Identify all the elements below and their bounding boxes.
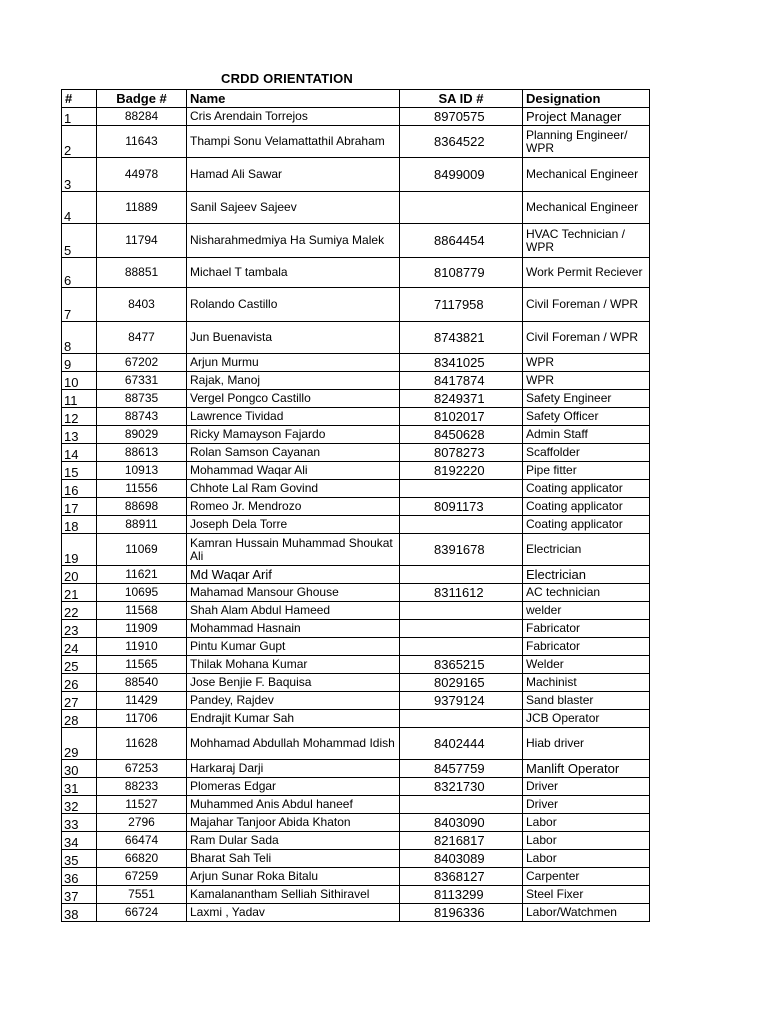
table-row	[62, 620, 650, 638]
employee-name: Mohhamad Abdullah Mohammad Idish	[187, 728, 400, 760]
badge-number: 11706	[97, 710, 187, 728]
table-row	[62, 462, 650, 480]
sa-id	[400, 638, 523, 656]
table-row	[62, 814, 650, 832]
sa-id	[400, 566, 523, 584]
table-row	[62, 288, 650, 322]
table-row	[62, 638, 650, 656]
designation: Safety Engineer	[523, 390, 650, 408]
table-row	[62, 760, 650, 778]
table-row	[62, 656, 650, 674]
sa-id: 7117958	[400, 288, 523, 322]
badge-number: 66724	[97, 904, 187, 922]
row-number: 14	[62, 444, 97, 462]
row-number: 19	[62, 534, 97, 566]
sa-id: 8078273	[400, 444, 523, 462]
badge-number: 11568	[97, 602, 187, 620]
sa-id	[400, 710, 523, 728]
row-number: 4	[62, 192, 97, 224]
sa-id	[400, 192, 523, 224]
designation: Planning Engineer/ WPR	[523, 126, 650, 158]
badge-number: 11565	[97, 656, 187, 674]
badge-number: 8477	[97, 322, 187, 354]
designation: Carpenter	[523, 868, 650, 886]
row-number: 25	[62, 656, 97, 674]
orientation-table	[61, 89, 650, 922]
badge-number: 67259	[97, 868, 187, 886]
employee-name: Rolando Castillo	[187, 288, 400, 322]
designation: Civil Foreman / WPR	[523, 322, 650, 354]
designation: WPR	[523, 372, 650, 390]
header-sa-id: SA ID #	[400, 90, 523, 108]
designation: Labor	[523, 832, 650, 850]
employee-name: Mohammad Waqar Ali	[187, 462, 400, 480]
employee-name: Lawrence Tividad	[187, 408, 400, 426]
table-row	[62, 692, 650, 710]
employee-name: Ram Dular Sada	[187, 832, 400, 850]
table-row	[62, 426, 650, 444]
table-row	[62, 886, 650, 904]
table-row	[62, 850, 650, 868]
badge-number: 10913	[97, 462, 187, 480]
row-number: 18	[62, 516, 97, 534]
badge-number: 88911	[97, 516, 187, 534]
employee-name: Pintu Kumar Gupt	[187, 638, 400, 656]
page-title: CRDD ORIENTATION	[221, 71, 353, 86]
row-number: 1	[62, 108, 97, 126]
sa-id: 8029165	[400, 674, 523, 692]
row-number: 30	[62, 760, 97, 778]
sa-id: 8417874	[400, 372, 523, 390]
table-row	[62, 534, 650, 566]
sa-id: 8391678	[400, 534, 523, 566]
designation: AC technician	[523, 584, 650, 602]
badge-number: 67253	[97, 760, 187, 778]
badge-number: 11643	[97, 126, 187, 158]
row-number: 38	[62, 904, 97, 922]
designation: Electrician	[523, 566, 650, 584]
employee-name: Shah Alam Abdul Hameed	[187, 602, 400, 620]
sa-id: 8192220	[400, 462, 523, 480]
row-number: 6	[62, 258, 97, 288]
table-row	[62, 390, 650, 408]
sa-id: 8102017	[400, 408, 523, 426]
badge-number: 67202	[97, 354, 187, 372]
table-row	[62, 224, 650, 258]
badge-number: 88743	[97, 408, 187, 426]
sa-id: 8499009	[400, 158, 523, 192]
row-number: 20	[62, 566, 97, 584]
table-row	[62, 566, 650, 584]
sa-id: 8403089	[400, 850, 523, 868]
employee-name: Mohammad Hasnain	[187, 620, 400, 638]
badge-number: 11910	[97, 638, 187, 656]
designation: Labor	[523, 814, 650, 832]
table-row	[62, 480, 650, 498]
employee-name: Chhote Lal Ram Govind	[187, 480, 400, 498]
employee-name: Endrajit Kumar Sah	[187, 710, 400, 728]
badge-number: 11909	[97, 620, 187, 638]
employee-name: Thampi Sonu Velamattathil Abraham	[187, 126, 400, 158]
table-row	[62, 796, 650, 814]
row-number: 37	[62, 886, 97, 904]
table-row	[62, 904, 650, 922]
sa-id: 8403090	[400, 814, 523, 832]
badge-number: 11527	[97, 796, 187, 814]
sa-id: 8457759	[400, 760, 523, 778]
sa-id: 8364522	[400, 126, 523, 158]
table-row	[62, 408, 650, 426]
table-row	[62, 108, 650, 126]
badge-number: 11889	[97, 192, 187, 224]
designation: welder	[523, 602, 650, 620]
employee-name: Cris Arendain Torrejos	[187, 108, 400, 126]
row-number: 16	[62, 480, 97, 498]
sa-id: 8091173	[400, 498, 523, 516]
designation: Work Permit Reciever	[523, 258, 650, 288]
employee-name: Thilak Mohana Kumar	[187, 656, 400, 674]
designation: Coating applicator	[523, 516, 650, 534]
employee-name: Jose Benjie F. Baquisa	[187, 674, 400, 692]
designation: Safety Officer	[523, 408, 650, 426]
badge-number: 88698	[97, 498, 187, 516]
designation: WPR	[523, 354, 650, 372]
designation: Labor/Watchmen	[523, 904, 650, 922]
designation: Fabricator	[523, 638, 650, 656]
table-row	[62, 126, 650, 158]
sa-id: 8311612	[400, 584, 523, 602]
sa-id: 8196336	[400, 904, 523, 922]
sa-id: 8970575	[400, 108, 523, 126]
designation: Steel Fixer	[523, 886, 650, 904]
table-row	[62, 674, 650, 692]
row-number: 11	[62, 390, 97, 408]
header-row	[62, 90, 650, 108]
designation: Coating applicator	[523, 498, 650, 516]
designation: Driver	[523, 796, 650, 814]
designation: Mechanical Engineer	[523, 158, 650, 192]
table-row	[62, 832, 650, 850]
employee-name: Sanil Sajeev Sajeev	[187, 192, 400, 224]
badge-number: 10695	[97, 584, 187, 602]
sa-id: 8249371	[400, 390, 523, 408]
header-number: #	[62, 90, 97, 108]
table-row	[62, 498, 650, 516]
employee-name: Ricky Mamayson Fajardo	[187, 426, 400, 444]
designation: Fabricator	[523, 620, 650, 638]
employee-name: Michael T tambala	[187, 258, 400, 288]
table-row	[62, 372, 650, 390]
sa-id: 8402444	[400, 728, 523, 760]
employee-name: Jun Buenavista	[187, 322, 400, 354]
sa-id	[400, 620, 523, 638]
badge-number: 66820	[97, 850, 187, 868]
table-row	[62, 322, 650, 354]
sa-id	[400, 602, 523, 620]
row-number: 2	[62, 126, 97, 158]
row-number: 29	[62, 728, 97, 760]
sa-id: 8113299	[400, 886, 523, 904]
employee-name: Kamalanantham Selliah Sithiravel	[187, 886, 400, 904]
row-number: 31	[62, 778, 97, 796]
badge-number: 11628	[97, 728, 187, 760]
sa-id: 8450628	[400, 426, 523, 444]
table-row	[62, 258, 650, 288]
designation: Mechanical Engineer	[523, 192, 650, 224]
badge-number: 11429	[97, 692, 187, 710]
row-number: 5	[62, 224, 97, 258]
designation: Pipe fitter	[523, 462, 650, 480]
employee-name: Arjun Murmu	[187, 354, 400, 372]
designation: Project Manager	[523, 108, 650, 126]
designation: Coating applicator	[523, 480, 650, 498]
designation: Electrician	[523, 534, 650, 566]
badge-number: 88540	[97, 674, 187, 692]
badge-number: 89029	[97, 426, 187, 444]
employee-name: Md Waqar Arif	[187, 566, 400, 584]
badge-number: 88735	[97, 390, 187, 408]
badge-number: 88284	[97, 108, 187, 126]
employee-name: Romeo Jr. Mendrozo	[187, 498, 400, 516]
table-row	[62, 516, 650, 534]
badge-number: 11069	[97, 534, 187, 566]
designation: JCB Operator	[523, 710, 650, 728]
table-row	[62, 584, 650, 602]
row-number: 23	[62, 620, 97, 638]
row-number: 9	[62, 354, 97, 372]
row-number: 27	[62, 692, 97, 710]
table-row	[62, 354, 650, 372]
table-row	[62, 710, 650, 728]
row-number: 17	[62, 498, 97, 516]
table-row	[62, 868, 650, 886]
row-number: 36	[62, 868, 97, 886]
employee-name: Vergel Pongco Castillo	[187, 390, 400, 408]
header-name: Name	[187, 90, 400, 108]
employee-name: Kamran Hussain Muhammad Shoukat Ali	[187, 534, 400, 566]
designation: Sand blaster	[523, 692, 650, 710]
badge-number: 7551	[97, 886, 187, 904]
row-number: 15	[62, 462, 97, 480]
badge-number: 88613	[97, 444, 187, 462]
employee-name: Joseph Dela Torre	[187, 516, 400, 534]
sa-id: 8864454	[400, 224, 523, 258]
badge-number: 8403	[97, 288, 187, 322]
badge-number: 88233	[97, 778, 187, 796]
row-number: 24	[62, 638, 97, 656]
row-number: 35	[62, 850, 97, 868]
row-number: 34	[62, 832, 97, 850]
sa-id: 8368127	[400, 868, 523, 886]
designation: Admin Staff	[523, 426, 650, 444]
sa-id	[400, 516, 523, 534]
sa-id: 8341025	[400, 354, 523, 372]
sa-id: 9379124	[400, 692, 523, 710]
sa-id	[400, 480, 523, 498]
employee-name: Harkaraj Darji	[187, 760, 400, 778]
sa-id: 8743821	[400, 322, 523, 354]
header-badge: Badge #	[97, 90, 187, 108]
badge-number: 66474	[97, 832, 187, 850]
table-row	[62, 602, 650, 620]
employee-name: Majahar Tanjoor Abida Khaton	[187, 814, 400, 832]
designation: Manlift Operator	[523, 760, 650, 778]
employee-name: Hamad Ali Sawar	[187, 158, 400, 192]
badge-number: 2796	[97, 814, 187, 832]
row-number: 8	[62, 322, 97, 354]
row-number: 28	[62, 710, 97, 728]
employee-name: Muhammed Anis Abdul haneef	[187, 796, 400, 814]
row-number: 7	[62, 288, 97, 322]
badge-number: 44978	[97, 158, 187, 192]
designation: Scaffolder	[523, 444, 650, 462]
employee-name: Rajak, Manoj	[187, 372, 400, 390]
row-number: 12	[62, 408, 97, 426]
employee-name: Rolan Samson Cayanan	[187, 444, 400, 462]
designation: Driver	[523, 778, 650, 796]
sa-id: 8108779	[400, 258, 523, 288]
employee-name: Laxmi , Yadav	[187, 904, 400, 922]
header-designation: Designation	[523, 90, 650, 108]
employee-name: Pandey, Rajdev	[187, 692, 400, 710]
badge-number: 11621	[97, 566, 187, 584]
employee-name: Arjun Sunar Roka Bitalu	[187, 868, 400, 886]
sa-id: 8365215	[400, 656, 523, 674]
designation: Labor	[523, 850, 650, 868]
badge-number: 88851	[97, 258, 187, 288]
employee-name: Nisharahmedmiya Ha Sumiya Malek	[187, 224, 400, 258]
table-row	[62, 192, 650, 224]
row-number: 32	[62, 796, 97, 814]
badge-number: 11794	[97, 224, 187, 258]
table-row	[62, 728, 650, 760]
designation: Civil Foreman / WPR	[523, 288, 650, 322]
table-body	[62, 108, 650, 922]
row-number: 13	[62, 426, 97, 444]
row-number: 3	[62, 158, 97, 192]
table-row	[62, 158, 650, 192]
row-number: 33	[62, 814, 97, 832]
designation: HVAC Technician / WPR	[523, 224, 650, 258]
badge-number: 11556	[97, 480, 187, 498]
table-row	[62, 778, 650, 796]
row-number: 21	[62, 584, 97, 602]
sa-id: 8216817	[400, 832, 523, 850]
employee-name: Mahamad Mansour Ghouse	[187, 584, 400, 602]
row-number: 26	[62, 674, 97, 692]
table-row	[62, 444, 650, 462]
designation: Machinist	[523, 674, 650, 692]
row-number: 10	[62, 372, 97, 390]
sa-id: 8321730	[400, 778, 523, 796]
designation: Hiab driver	[523, 728, 650, 760]
employee-name: Bharat Sah Teli	[187, 850, 400, 868]
row-number: 22	[62, 602, 97, 620]
employee-name: Plomeras Edgar	[187, 778, 400, 796]
designation: Welder	[523, 656, 650, 674]
sa-id	[400, 796, 523, 814]
badge-number: 67331	[97, 372, 187, 390]
